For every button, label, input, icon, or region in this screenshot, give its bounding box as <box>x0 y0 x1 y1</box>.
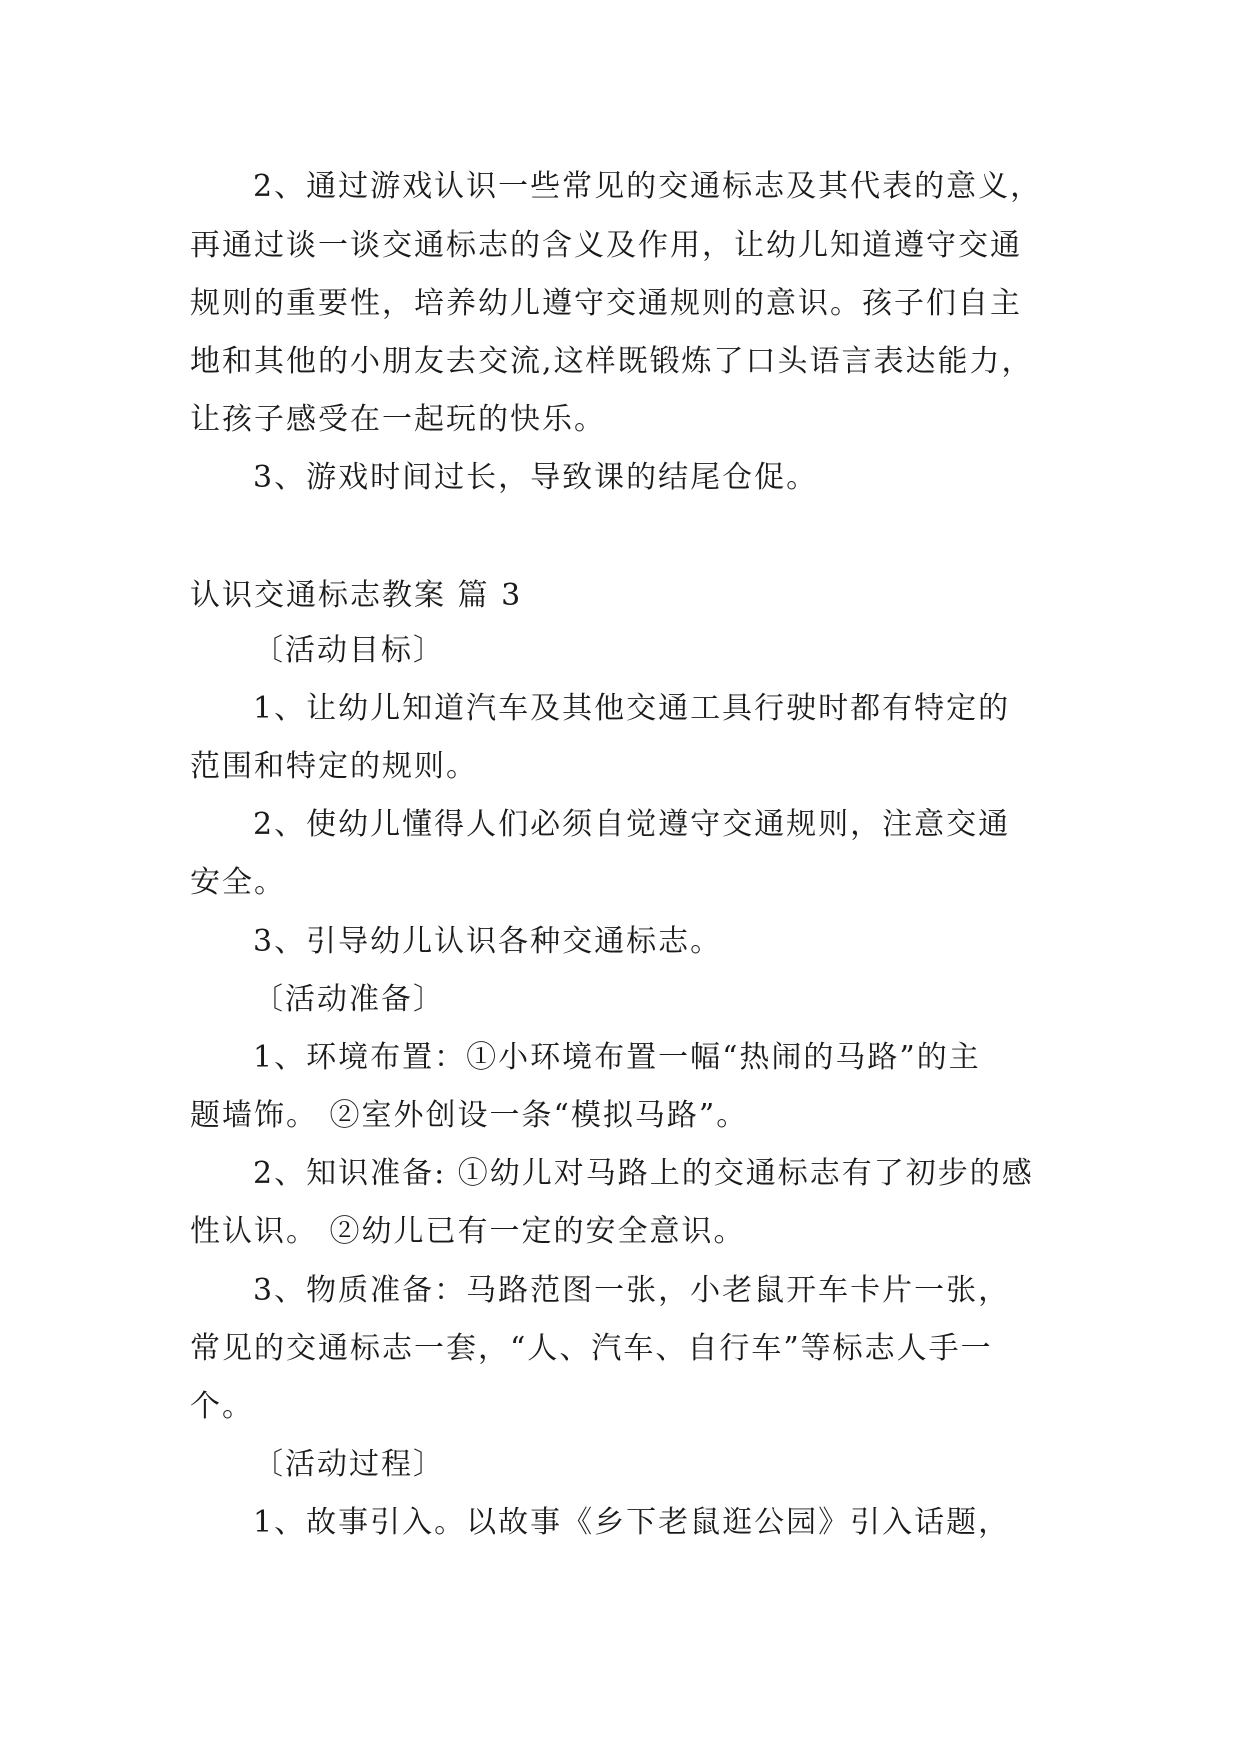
paragraph-line: 规则的重要性，培养幼儿遵守交通规则的意识。孩子们自主 <box>190 286 1022 321</box>
paragraph-line: 安全。 <box>190 865 286 900</box>
paragraph-line: 3、物质准备：马路范图一张，小老鼠开车卡片一张， <box>253 1273 1011 1308</box>
subsection-heading: 〔活动准备〕 <box>253 982 445 1017</box>
paragraph-line: 2、知识准备: ①幼儿对马路上的交通标志有了初步的感 <box>253 1156 1034 1191</box>
paragraph-line: 常见的交通标志一套，“人、汽车、自行车”等标志人手一 <box>190 1331 993 1366</box>
subsection-heading: 〔活动过程〕 <box>253 1447 445 1482</box>
paragraph-line: 1、让幼儿知道汽车及其他交通工具行驶时都有特定的 <box>253 691 1011 726</box>
paragraph-line: 地和其他的小朋友去交流,这样既锻炼了口头语言表达能力， <box>190 344 1034 379</box>
paragraph-line: 1、故事引入。以故事《乡下老鼠逛公园》引入话题， <box>253 1505 1011 1540</box>
paragraph-line: 性认识。 ②幼儿已有一定的安全意识。 <box>190 1214 746 1249</box>
paragraph-line: 让孩子感受在一起玩的快乐。 <box>190 402 606 437</box>
paragraph-line: 2、通过游戏认识一些常见的交通标志及其代表的意义， <box>253 169 1043 204</box>
paragraph-line: 1、环境布置：①小环境布置一幅“热闹的马路”的主 <box>253 1040 981 1075</box>
subsection-heading: 〔活动目标〕 <box>253 633 445 668</box>
paragraph-line: 3、游戏时间过长，导致课的结尾仓促。 <box>253 460 819 495</box>
paragraph-line: 2、使幼儿懂得人们必须自觉遵守交通规则，注意交通 <box>253 807 1011 842</box>
paragraph-line: 3、引导幼儿认识各种交通标志。 <box>253 924 723 959</box>
paragraph-line: 范围和特定的规则。 <box>190 749 478 784</box>
section-title: 认识交通标志教案 篇 3 <box>190 578 523 613</box>
paragraph-line: 题墙饰。 ②室外创设一条“模拟马路”。 <box>190 1098 749 1133</box>
paragraph-line: 再通过谈一谈交通标志的含义及作用，让幼儿知道遵守交通 <box>190 228 1022 263</box>
paragraph-line: 个。 <box>190 1389 254 1424</box>
